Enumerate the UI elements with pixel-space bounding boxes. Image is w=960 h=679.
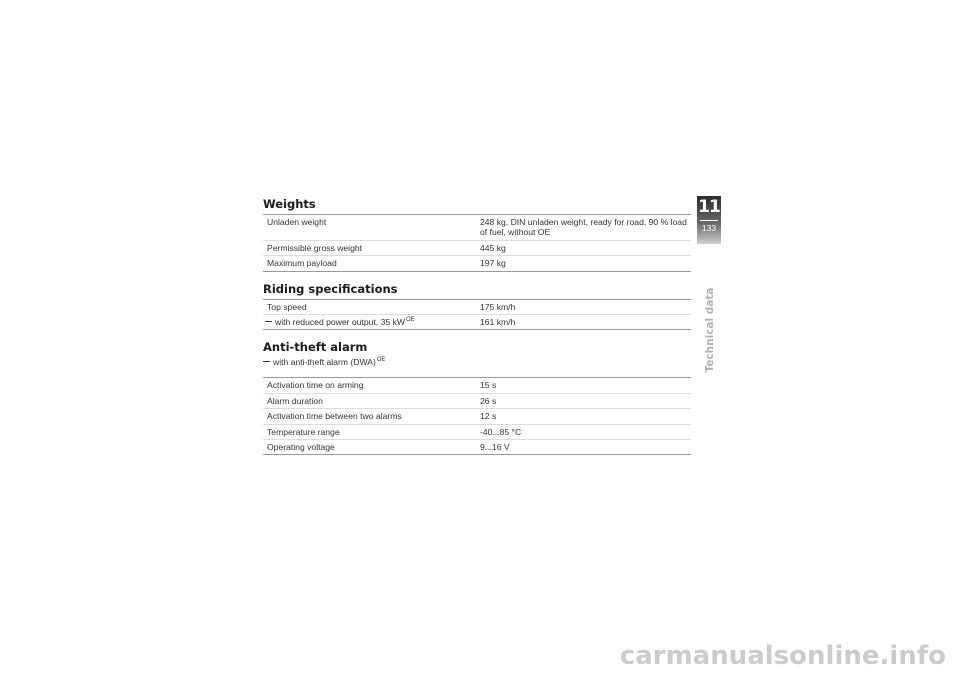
table-row — [263, 378, 691, 392]
spec-value: 9...16 V — [480, 442, 510, 453]
alarm-option-note — [263, 357, 691, 377]
chapter-number: 11 — [698, 197, 720, 217]
page-content — [263, 196, 691, 455]
spec-value: 197 kg — [480, 258, 506, 269]
spec-value: 248 kg, DIN unladen weight, ready for road, 90 % load of fuel, without OE — [480, 217, 687, 238]
spec-label: Temperature range — [267, 426, 340, 437]
dash-bullet-icon — [263, 361, 270, 362]
watermark-text: carmanualsonline.info — [619, 641, 946, 671]
chapter-divider — [700, 220, 718, 221]
spec-value: 161 km/h — [480, 317, 516, 328]
spec-label-optional — [263, 315, 476, 329]
table-row — [263, 240, 691, 255]
spec-label: Top speed — [267, 301, 307, 312]
table-row — [263, 215, 691, 240]
spec-label-text: with reduced power output, 35 kW — [275, 317, 405, 328]
spec-label: Permissible gross weight — [267, 242, 363, 253]
table-row — [263, 408, 691, 423]
oe-superscript: OE — [376, 357, 386, 364]
spec-label: Activation time on arming — [267, 380, 364, 391]
table-row — [263, 424, 691, 439]
spec-value: 445 kg — [480, 242, 506, 253]
table-row — [263, 314, 691, 329]
table-row — [263, 300, 691, 314]
spec-label: Unladen weight — [267, 217, 327, 227]
weights-table — [263, 214, 691, 272]
oe-superscript: OE — [405, 317, 415, 324]
table-row — [263, 393, 691, 408]
dash-bullet-icon — [265, 321, 272, 322]
note-text: with anti-theft alarm (DWA) — [273, 357, 376, 368]
spec-value: 26 s — [480, 395, 497, 406]
page-number: 133 — [701, 223, 717, 233]
table-row — [263, 439, 691, 454]
riding-table — [263, 299, 691, 331]
spec-value: 175 km/h — [480, 301, 516, 312]
spec-label: Alarm duration — [267, 395, 323, 406]
alarm-table — [263, 377, 691, 455]
spec-value: 15 s — [480, 380, 497, 391]
spec-label: Activation time between two alarms — [267, 411, 402, 422]
spec-label: Maximum payload — [267, 258, 337, 269]
section-title-weights: Weights — [263, 197, 316, 211]
chapter-tab — [697, 196, 721, 244]
spec-value: -40...85 °C — [480, 426, 522, 437]
spec-value: 12 s — [480, 411, 497, 422]
chapter-title: Technical data — [704, 287, 716, 373]
spec-label: Operating voltage — [267, 442, 335, 453]
table-row — [263, 255, 691, 270]
section-title-alarm: Anti-theft alarm — [263, 340, 368, 355]
section-title-riding: Riding specifications — [263, 281, 398, 296]
